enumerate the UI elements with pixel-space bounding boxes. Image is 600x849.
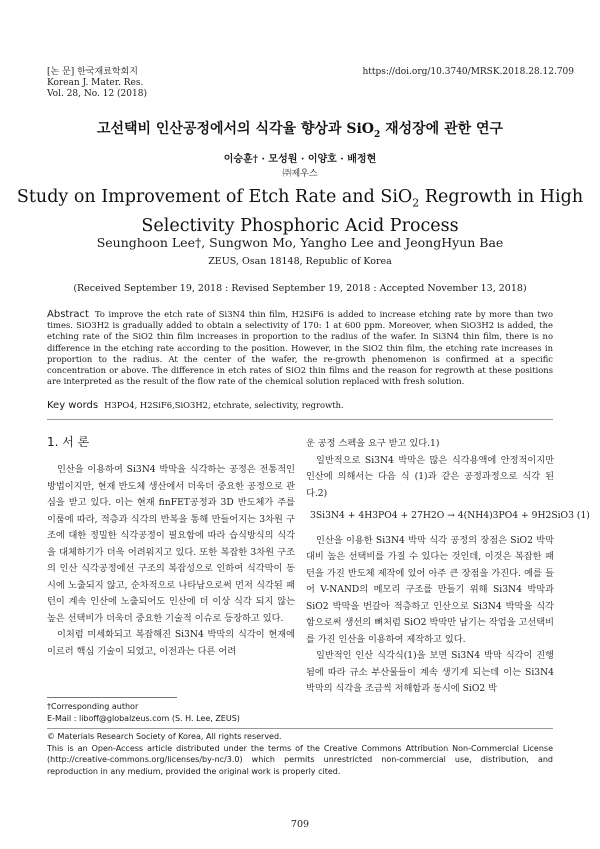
license-divider [47,728,553,729]
keywords [47,400,553,411]
abstract [47,309,553,387]
doi-link[interactable]: https://doi.org/10.3740/MRSK.2018.28.12.709 [362,67,574,77]
journal-header [47,67,147,100]
paragraph: 일반적인 인산 식각식(1)을 보면 Si3N4 박막 식각이 진행됨에 따라 규소 부산물들이 계속 생기게 되는데 이는 Si3N4 박막의 식각을 조금씩 저해함과 동시에 SiO2 박 [306,650,554,694]
page-number: 709 [290,819,310,830]
copyright: © Materials Research Society of Korea, All rights reserved. [47,732,282,741]
english-title: Study on Improvement of Etch Rate and SiO$_2$ Regrowth in High Selectivity Phosphoric Acid Process [16,187,584,236]
abstract-label: Abstract [47,309,89,320]
paragraph: 이처럼 미세화되고 복잡해진 Si3N4 박막의 식각이 현재에 이르러 핵심 기술이 되었고, 이전과는 다른 어려 [47,629,295,657]
footnote-divider [47,697,177,698]
author-email: E-Mail : liboff@globalzeus.com (S. H. Lee, ZEUS) [47,713,240,723]
left-column [47,462,295,660]
english-affiliation: ZEUS, Osan 18148, Republic of Korea [208,256,392,267]
keywords-label: Key words [47,400,99,411]
korean-title: 고선택비 인산공정에서의 식각율 향상과 SiO$_2$ 재성장에 관한 연구 [96,121,504,140]
divider [47,419,553,420]
license [47,731,553,777]
journal-name-ko: [논 문] 한국재료학회지 [47,67,138,77]
paragraph: 운 공정 스펙을 요구 받고 있다.1) [306,438,440,449]
korean-affiliation: ㈜제우스 [282,169,318,179]
paragraph: 인산을 이용한 Si3N4 박막 식각 공정의 장점은 SiO2 박막 대비 높은 선택비를 가질 수 있다는 것인데, 이것은 복잡한 패턴을 가진 반도체 제작에 있어 아주 큰 장점을 가진다. 예를 들어 V-NAND의 메모리 구조를 만들기 위해 Si3N4 박막과 SiO2 박막을 번갈아 적층하고 인산으로 Si3N4 박막을 식각함으로써 생선의 뼈처럼 SiO2 박막만 남기는 작업을 고선택비를 가진 인산을 이용하여 제작하고 있다. [306,534,554,645]
equation: 3Si3N4 + 4H3PO4 + 27H2O → 4(NH4)3PO4 + 9H2SiO3 (1) [310,510,590,521]
paragraph: 일반적으로 Si3N4 박막은 많은 식각용액에 안정적이지만 인산에 의해서는 다음 식 (1)과 같은 공정과정으로 식각 된다.2) [306,454,554,499]
journal-volume: Vol. 28, No. 12 (2018) [47,89,147,99]
right-column [306,436,590,698]
license-text: This is an Open-Access article distributed under the terms of the Creative Commons Attribution Non-Commercial License (http://creative-commons.org/licenses/by-nc/3.0) which permits unrestricted non-commercial use, distribution, and reproduction in any medium, provided the original work is properly cited. [47,743,553,776]
english-authors: Seunghoon Lee†, Sungwon Mo, Yangho Lee and JeongHyun Bae [96,235,504,250]
submission-dates: (Received September 19, 2018 : Revised September 19, 2018 : Accepted November 13, 2018) [73,283,527,294]
abstract-text: To improve the etch rate of Si3N4 thin film, H2SiF6 is added to increase etching rate by more than two times. SiO3H2 is gradually added to obtain a selectivity of 170: 1 at 600 ppm. Moreover, when SiO3H2 is added, the etching rate of the SiO2 thin film increases in proportion to the radius of the wafer. In Si3N4 thin film, there is no difference in the etching rate according to the position. However, in the SiO2 thin film, the etching rate increases in proportion to the radius. At the center of the wafer, the re-growth phenomenon is confirmed at a specific concentration or above. The difference in etch rates of SiO2 thin films and the reason for regrowth at these positions are interpreted as the result of the flow rate of the chemical solution replaced with fresh solution. [47,309,553,387]
paragraph: 인산을 이용하여 Si3N4 박막을 식각하는 공정은 전통적인 방법이지만, 현재 반도체 생산에서 더욱더 중요한 공정으로 관심을 받고 있다. 이는 현재 finFET공정과 3D 반도체가 주를 이룸에 따라, 적층과 식각의 반복을 통해 만들어지는 3차원 구조에 대한 정밀한 식각공정이 필요함에 따라 습식방식의 식각을 대체하기가 더욱 어려워지고 있다. 또한 복잡한 3차원 구조의 인산 식각공정에선 구조의 복잡성으로 인하여 식각막이 동시에 노출되지 않고, 순차적으로 나타남으로써 먼저 식각된 패턴이 계속 인산에 노출되어도 인산에 더 이상 식각 되지 않는 높은 선택비가 더욱더 중요한 기술적 이슈로 등장하고 있다. [47,464,295,624]
korean-authors: 이승훈† · 모성원 · 이양호 · 배정현 [223,154,377,165]
keywords-text: H3PO4, H2SiF6,SiO3H2, etchrate, selectivity, regrowth. [104,400,344,410]
corresponding-author: †Corresponding author [47,702,139,711]
footnote [47,701,240,724]
journal-name-en: Korean J. Mater. Res. [47,78,144,88]
section-heading: 1. 서 론 [47,435,90,449]
